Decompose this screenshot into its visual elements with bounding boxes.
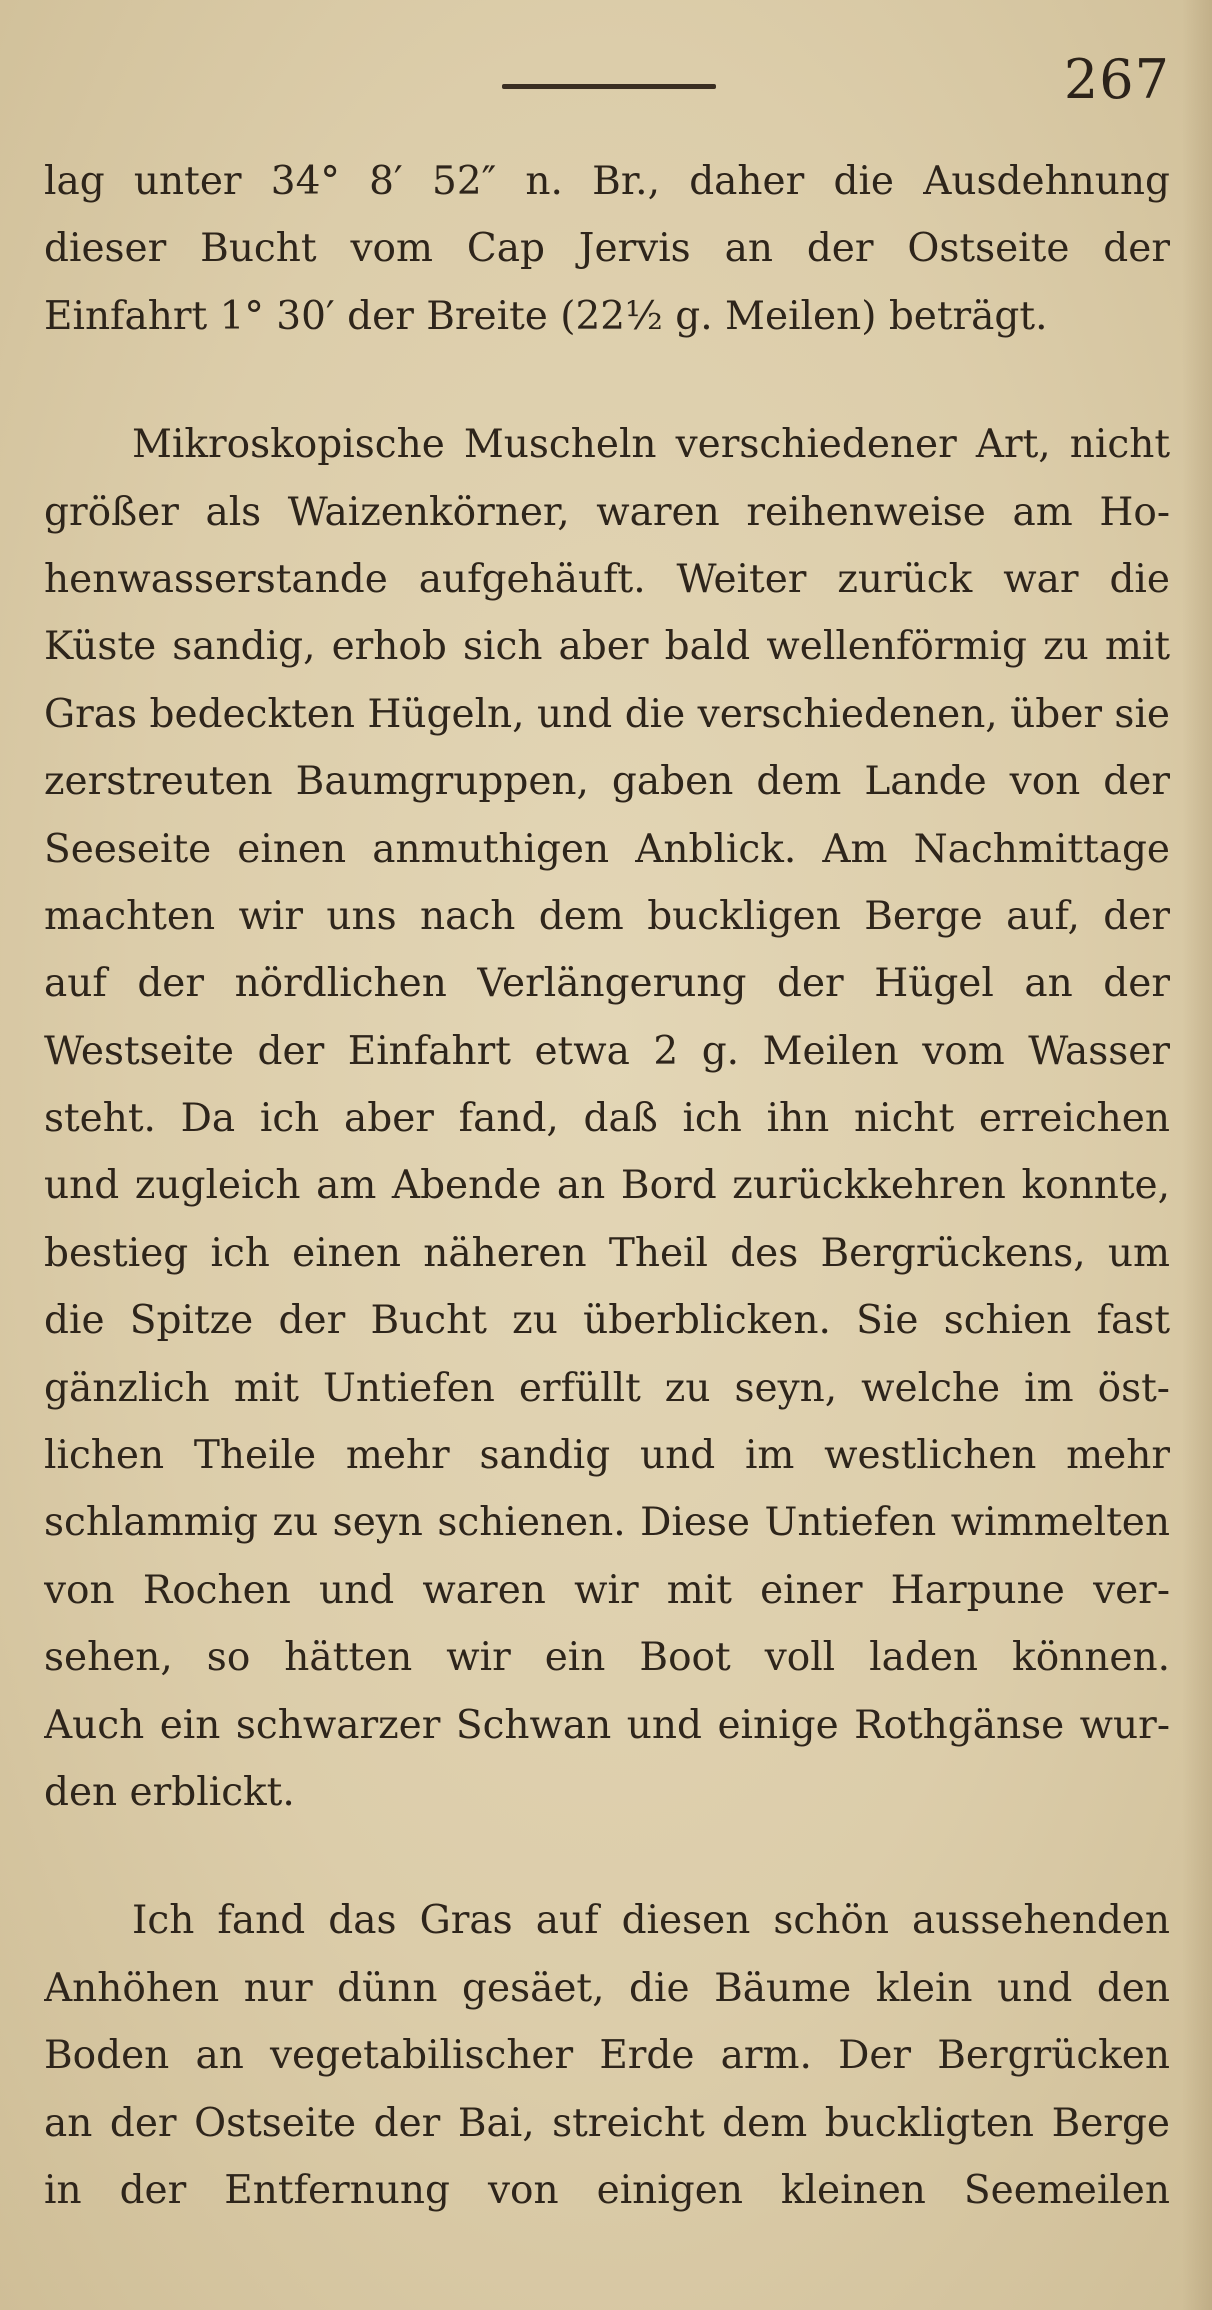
text-line: sehen, so hätten wir ein Boot voll laden können. xyxy=(44,1635,1170,1681)
text-line: henwasserstande aufgehäuft. Weiter zurück war die xyxy=(44,556,1170,602)
text-line: auf der nördlichen Verlängerung der Hügel an der xyxy=(44,961,1170,1007)
text-line: lichen Theile mehr sandig und im westlichen mehr xyxy=(44,1433,1170,1479)
text-line: die Spitze der Bucht zu überblicken. Sie schien fast xyxy=(44,1298,1170,1344)
text-line: größer als Waizenkörner, waren reihenweise am Ho- xyxy=(44,489,1170,535)
text-line: Seeseite einen anmuthigen Anblick. Am Nachmittage xyxy=(44,826,1170,872)
text-line: Ich fand das Gras auf diesen schön aussehenden xyxy=(132,1898,1170,1944)
text-line: lag unter 34° 8′ 52″ n. Br., daher die Ausdehnung xyxy=(44,159,1170,204)
paragraph-gap xyxy=(44,1826,1170,1887)
text-line: bestieg ich einen näheren Theil des Bergrückens, um xyxy=(44,1230,1170,1276)
text-line: dieser Bucht vom Cap Jervis an der Ostseite der xyxy=(44,226,1170,272)
text-line: Auch ein schwarzer Schwan und einige Rothgänse wur- xyxy=(44,1702,1170,1748)
text-line: Westseite der Einfahrt etwa 2 g. Meilen vom Wasser xyxy=(44,1028,1170,1074)
page-number: 267 xyxy=(1063,48,1170,111)
page-edge-shadow xyxy=(1182,0,1212,2310)
text-line: zerstreuten Baumgruppen, gaben dem Lande von der xyxy=(44,759,1170,805)
text-line: an der Ostseite der Bai, streicht dem buckligten Berge xyxy=(44,2100,1170,2146)
text-line: Gras bedeckten Hügeln, und die verschiedenen, über sie xyxy=(44,691,1170,737)
text-line: in der Entfernung von einigen kleinen Seemeilen xyxy=(44,2167,1170,2213)
text-line: steht. Da ich aber fand, daß ich ihn nicht erreichen xyxy=(44,1096,1170,1142)
text-line: Einfahrt 1° 30′ der Breite (22½ g. Meilen) beträgt. xyxy=(44,293,1048,339)
text-line: Anhöhen nur dünn gesäet, die Bäume klein und den xyxy=(44,1965,1170,2011)
text-line: schlammig zu seyn schienen. Diese Untiefen wimmelten xyxy=(44,1500,1170,1546)
text-line: Küste sandig, erhob sich aber bald wellenförmig zu mit xyxy=(44,624,1170,670)
text-line: Boden an vegetabilischer Erde arm. Der Bergrücken xyxy=(44,2033,1170,2079)
text-line: den erblickt. xyxy=(44,1769,295,1815)
text-line: von Rochen und waren wir mit einer Harpune ver- xyxy=(44,1567,1170,1613)
text-line: und zugleich am Abende an Bord zurückkehren konnte, xyxy=(44,1163,1170,1209)
paragraph-gap xyxy=(44,350,1170,411)
text-line: machten wir uns nach dem buckligen Berge auf, der xyxy=(44,893,1170,939)
text-line: gänzlich mit Untiefen erfüllt zu seyn, welche im öst- xyxy=(44,1365,1170,1411)
text-line: Mikroskopische Muscheln verschiedener Art, nicht xyxy=(132,422,1170,468)
body-text xyxy=(44,148,1170,2224)
header-rule xyxy=(502,84,716,89)
